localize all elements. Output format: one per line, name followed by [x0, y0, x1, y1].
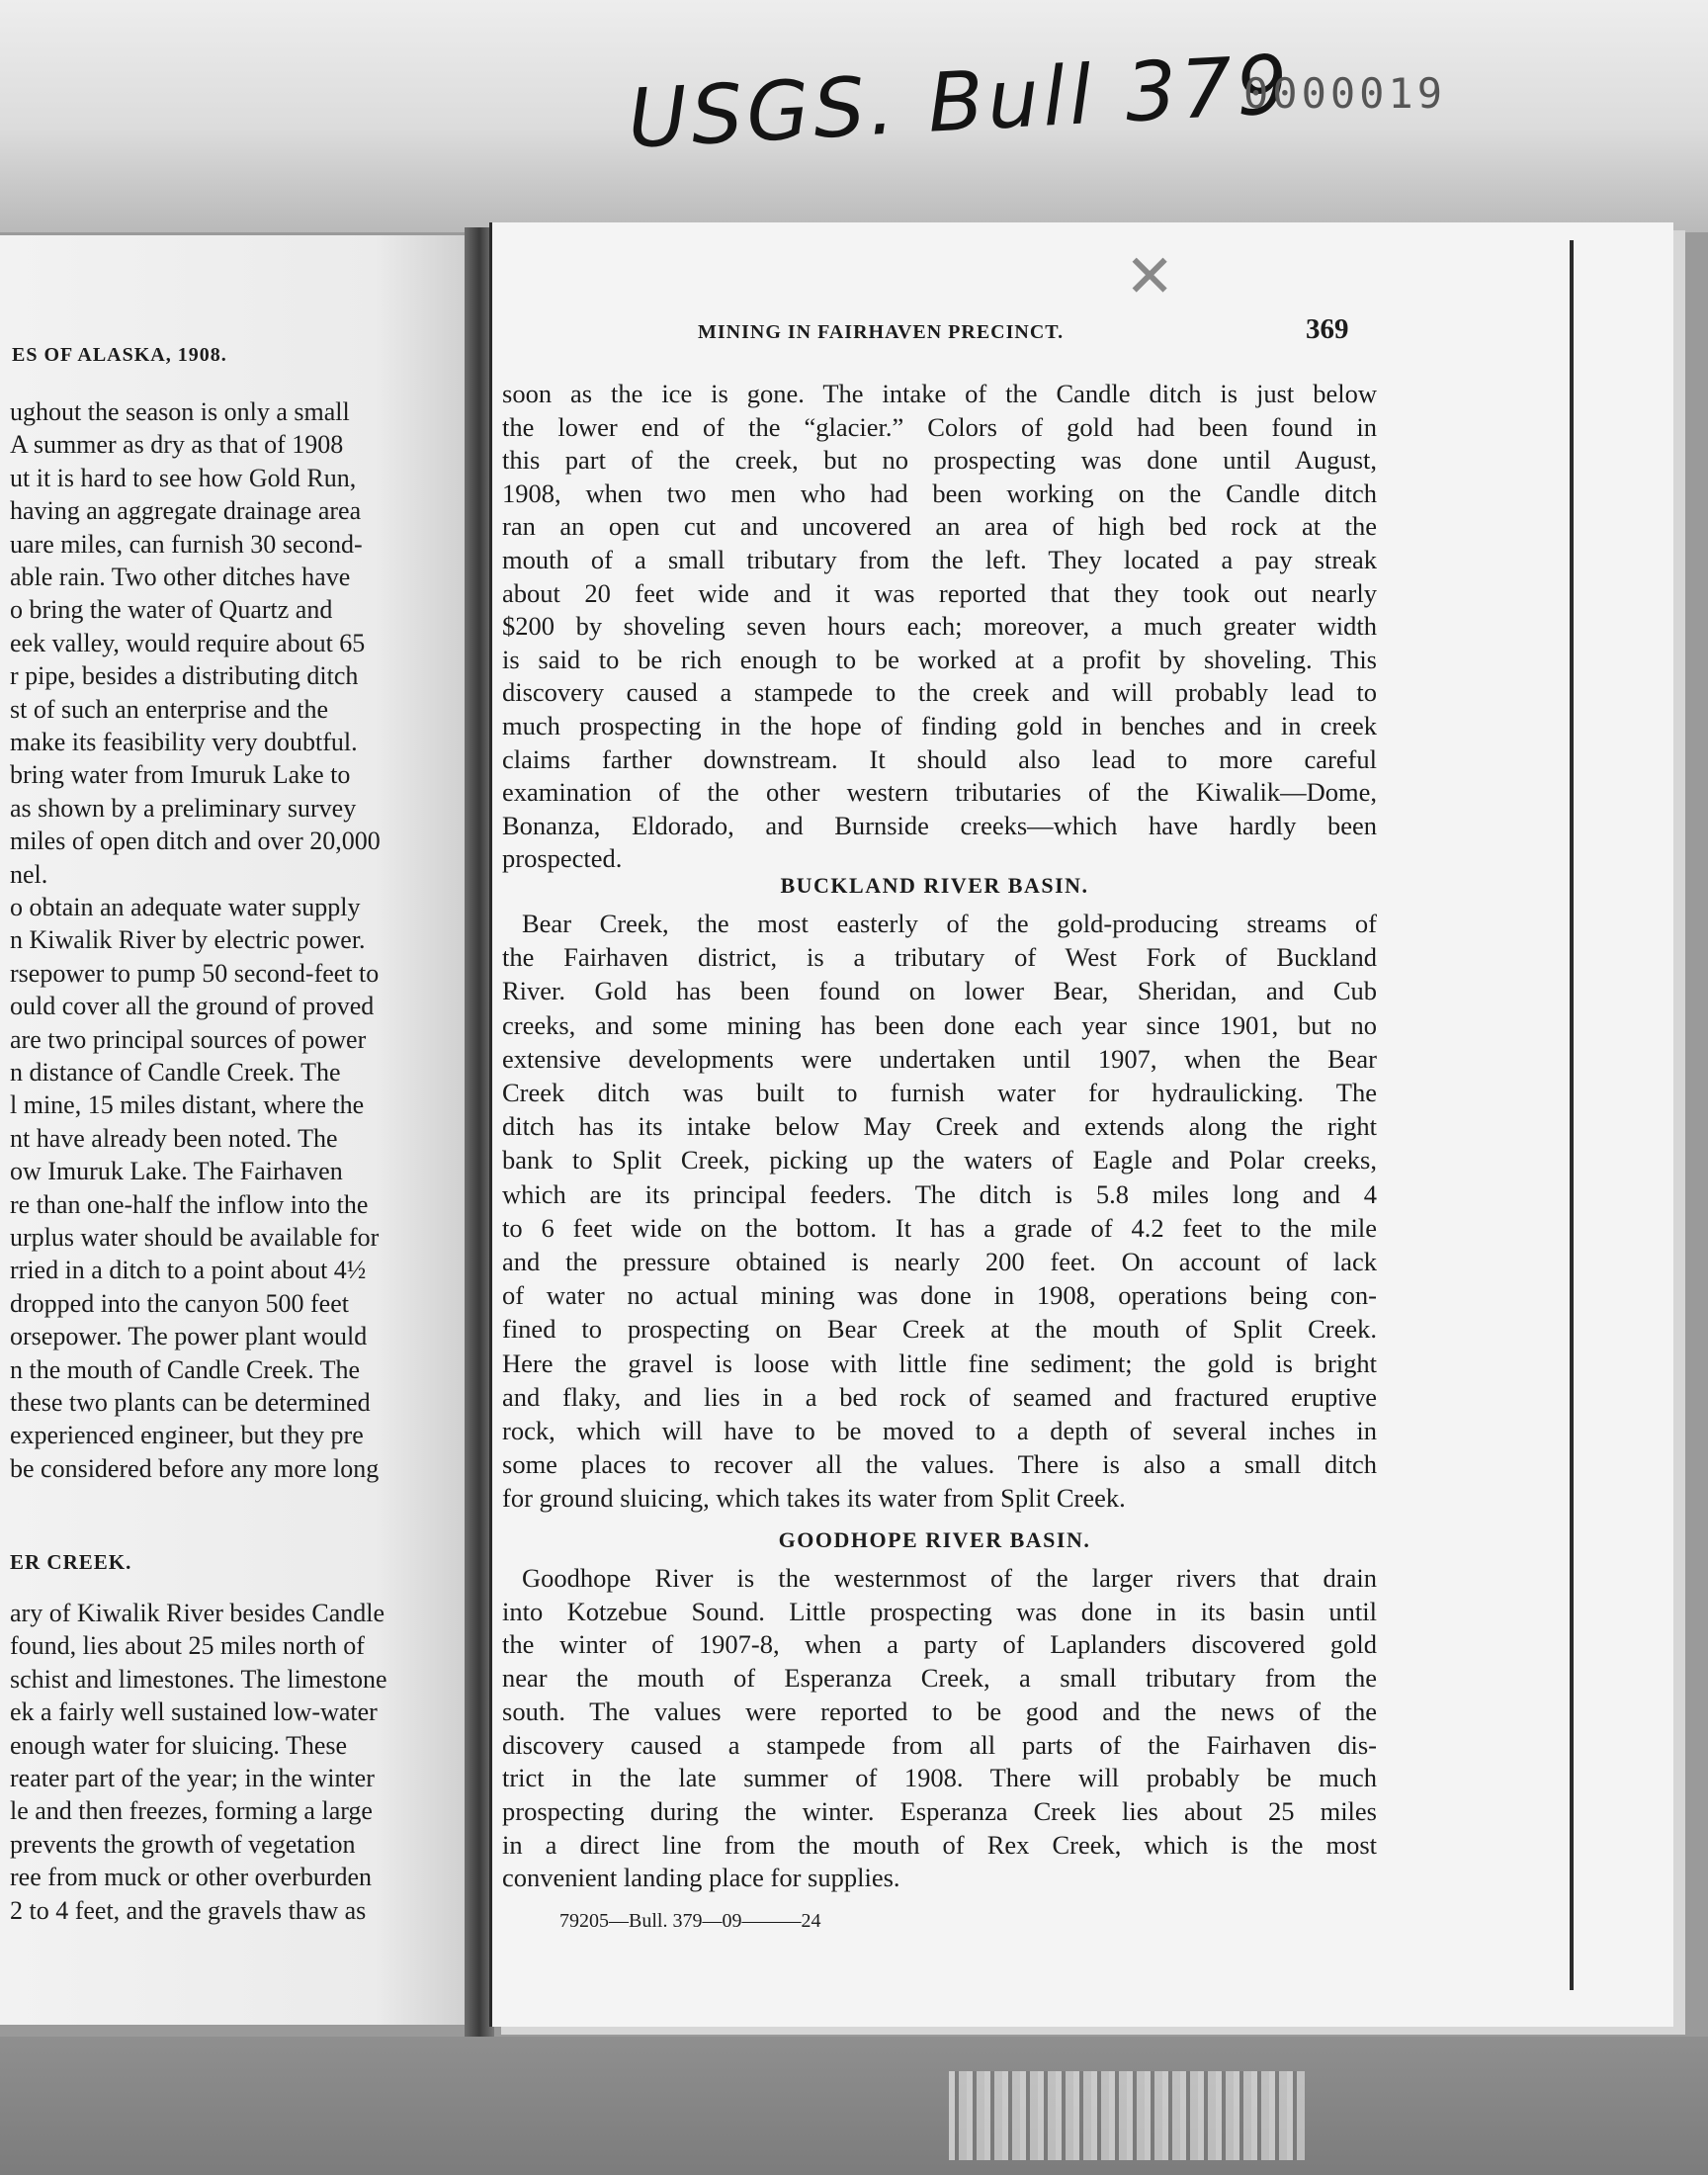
left-page: [0, 235, 470, 2025]
text-line: nel.: [10, 859, 48, 889]
text-line: soon as the ice is gone. The intake of the Candle ditch is just below: [502, 379, 1377, 408]
text-line: orsepower. The power plant would: [10, 1322, 368, 1351]
text-line: make its feasibility very doubtful.: [10, 728, 358, 756]
text-line: 2 to 4 feet, and the gravels thaw as: [10, 1895, 367, 1925]
scan-background-bottom: [0, 2037, 1708, 2175]
text-line: n Kiwalik River by electric power.: [10, 925, 366, 955]
right-page: [489, 222, 1673, 2027]
text-line: some places to recover all the values. There is also a small ditch: [502, 1449, 1377, 1480]
text-line: ek a fairly well sustained low-water: [10, 1697, 378, 1727]
pencil-x-mark: ✕: [1125, 242, 1175, 311]
text-line: discovery caused a stampede to the creek and will probably lead to: [502, 677, 1377, 708]
text-line: about 20 feet wide and it was reported that they took out nearly: [502, 577, 1377, 608]
text-line: found, lies about 25 miles north of: [10, 1631, 365, 1661]
left-running-head: ES OF ALASKA, 1908.: [12, 344, 227, 366]
text-line: Here the gravel is loose with little fine sediment; the gold is bright: [502, 1348, 1377, 1378]
text-line: for ground sluicing, which takes its water from Split Creek.: [502, 1483, 1126, 1514]
text-line: uare miles, can furnish 30 second-: [10, 529, 363, 559]
text-line: ughout the season is only a small: [10, 397, 350, 426]
text-line: are two principal sources of power: [10, 1024, 367, 1054]
text-line: ran an open cut and uncovered an area of high bed rock at the: [502, 511, 1377, 542]
text-line: and flaky, and lies in a bed rock of seamed and fractured eruptive: [502, 1381, 1377, 1412]
text-line: dropped into the canyon 500 feet: [10, 1288, 349, 1318]
text-line: urplus water should be available for: [10, 1223, 380, 1252]
text-line: n the mouth of Candle Creek. The: [10, 1354, 361, 1384]
text-line: of water no actual mining was done in 1908, operations being con-: [502, 1280, 1377, 1311]
page-number: 369: [1306, 313, 1349, 345]
text-line: rock, which will have to be moved to a depth of several inches in: [502, 1416, 1377, 1445]
text-line: mouth of a small tributary from the left. They located a pay streak: [502, 545, 1377, 574]
text-line: ditch has its intake below May Creek and extends along the right: [502, 1111, 1377, 1142]
heading-buckland-river-basin: BUCKLAND RIVER BASIN.: [780, 873, 1089, 898]
text-line: rried in a ditch to a point about 4½: [10, 1256, 367, 1285]
handwritten-note: USGS. Bull 379: [625, 38, 1295, 167]
right-running-head: MINING IN FAIRHAVEN PRECINCT.: [698, 321, 1065, 343]
text-line: discovery caused a stampede from all parts of the Fairhaven dis-: [502, 1729, 1377, 1760]
text-line: Bonanza, Eldorado, and Burnside creeks—which have hardly been: [502, 810, 1377, 840]
text-line: ree from muck or other overburden: [10, 1863, 373, 1892]
text-line: near the mouth of Esperanza Creek, a small tributary from the: [502, 1663, 1377, 1694]
text-line: south. The values were reported to be good and the news of the: [502, 1696, 1377, 1726]
text-line: in a direct line from the mouth of Rex Creek, which is the most: [502, 1829, 1377, 1860]
text-line: st of such an enterprise and the: [10, 694, 329, 724]
text-line: bank to Split Creek, picking up the waters of Eagle and Polar creeks,: [502, 1145, 1377, 1175]
page-footer-signature: 79205—Bull. 379—09———24: [559, 1910, 821, 1932]
text-line: o bring the water of Quartz and: [10, 595, 333, 625]
text-line: which are its principal feeders. The ditch is 5.8 miles long and 4: [502, 1178, 1377, 1209]
text-line: Bear Creek, the most easterly of the gold-producing streams of: [522, 909, 1377, 938]
text-line: into Kotzebue Sound. Little prospecting was done in its basin until: [502, 1596, 1377, 1626]
text-line: examination of the other western tributaries of the Kiwalik—Dome,: [502, 777, 1377, 808]
text-line: much prospecting in the hope of finding gold in benches and in creek: [502, 711, 1377, 740]
text-line: l mine, 15 miles distant, where the: [10, 1090, 365, 1120]
text-line: these two plants can be determined: [10, 1388, 371, 1417]
text-line: trict in the late summer of 1908. There will probably be much: [502, 1763, 1377, 1793]
text-line: enough water for sluicing. These: [10, 1730, 348, 1760]
text-line: ould cover all the ground of proved: [10, 992, 375, 1021]
text-line: having an aggregate drainage area: [10, 496, 362, 526]
text-line: nt have already been noted. The: [10, 1123, 338, 1153]
text-line: miles of open ditch and over 20,000: [10, 826, 381, 856]
text-line: the winter of 1907-8, when a party of Laplanders discovered gold: [502, 1629, 1377, 1660]
text-line: this part of the creek, but no prospecting was done until August,: [502, 445, 1377, 476]
text-line: le and then freezes, forming a large: [10, 1796, 373, 1826]
page-edge-rule: [1570, 240, 1574, 1990]
text-line: schist and limestones. The limestone: [10, 1664, 387, 1694]
text-line: extensive developments were undertaken until 1907, when the Bear: [502, 1043, 1377, 1074]
text-line: r pipe, besides a distributing ditch: [10, 661, 359, 691]
text-line: prevents the growth of vegetation: [10, 1829, 356, 1859]
text-line: eek valley, would require about 65: [10, 628, 366, 657]
heading-goodhope-river-basin: GOODHOPE RIVER BASIN.: [778, 1527, 1091, 1552]
stamp-number: 0000019: [1243, 69, 1447, 118]
text-line: ut it is hard to see how Gold Run,: [10, 463, 357, 492]
text-line: creeks, and some mining has been done each year since 1901, but no: [502, 1009, 1377, 1040]
text-line: Goodhope River is the westernmost of the larger rivers that drain: [522, 1563, 1377, 1593]
text-line: is said to be rich enough to be worked at a profit by shoveling. This: [502, 644, 1377, 674]
text-line: o obtain an adequate water supply: [10, 893, 361, 921]
text-line: the lower end of the “glacier.” Colors of gold had been found in: [502, 411, 1377, 442]
text-line: Creek ditch was built to furnish water for hydraulicking. The: [502, 1078, 1377, 1107]
text-line: 1908, when two men who had been working on the Candle ditch: [502, 478, 1377, 508]
scan-smudge: [949, 2071, 1305, 2160]
text-line: prospected.: [502, 843, 623, 874]
text-line: A summer as dry as that of 1908: [10, 430, 344, 460]
text-line: as shown by a preliminary survey: [10, 793, 357, 823]
text-line: the Fairhaven district, is a tributary of West Fork of Buckland: [502, 942, 1377, 973]
text-line: fined to prospecting on Bear Creek at the mouth of Split Creek.: [502, 1314, 1377, 1345]
text-line: n distance of Candle Creek. The: [10, 1058, 341, 1087]
text-line: re than one-half the inflow into the: [10, 1189, 369, 1219]
text-line: able rain. Two other ditches have: [10, 563, 351, 591]
text-line: to 6 feet wide on the bottom. It has a grade of 4.2 feet to the mile: [502, 1212, 1377, 1243]
text-line: ary of Kiwalik River besides Candle: [10, 1599, 385, 1627]
text-line: be considered before any more long: [10, 1453, 380, 1483]
text-line: claims farther downstream. It should also lead to more careful: [502, 743, 1377, 774]
text-line: and the pressure obtained is nearly 200 feet. On account of lack: [502, 1247, 1377, 1276]
text-line: prospecting during the winter. Esperanza Creek lies about 25 miles: [502, 1795, 1377, 1826]
text-line: River. Gold has been found on lower Bear, Sheridan, and Cub: [502, 976, 1377, 1006]
text-line: convenient landing place for supplies.: [502, 1863, 900, 1893]
text-line: experienced engineer, but they pre: [10, 1421, 364, 1450]
text-line: $200 by shoveling seven hours each; moreover, a much greater width: [502, 611, 1377, 642]
text-line: rsepower to pump 50 second-feet to: [10, 958, 380, 988]
text-line: reater part of the year; in the winter: [10, 1764, 375, 1792]
text-line: ow Imuruk Lake. The Fairhaven: [10, 1157, 343, 1186]
left-section-heading: ER CREEK.: [10, 1550, 132, 1574]
text-line: bring water from Imuruk Lake to: [10, 760, 351, 790]
